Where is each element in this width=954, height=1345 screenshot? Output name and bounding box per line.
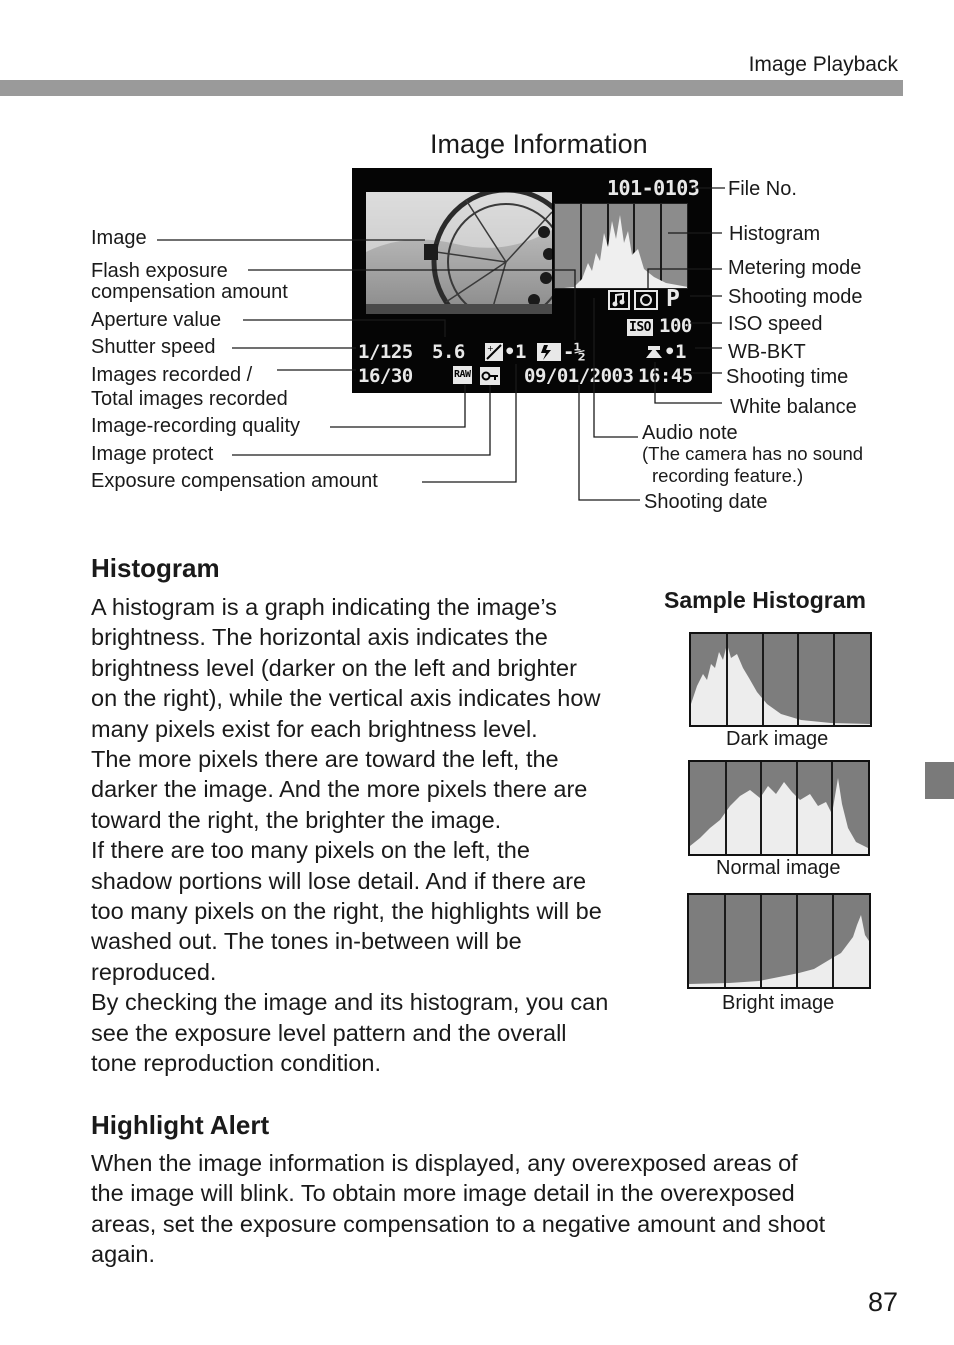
image-thumbnail (366, 192, 552, 314)
bright-histogram-graph (689, 895, 869, 987)
label-white-balance: White balance (730, 396, 857, 418)
protect-icon (479, 366, 501, 386)
label-images-line1: Images recorded / (91, 364, 253, 386)
lcd-images-count: 16/30 (358, 365, 413, 387)
histogram-line: washed out. The tones in-between will be (91, 928, 522, 955)
metering-mode-icon (634, 290, 658, 310)
lcd-shooting-mode: P (666, 286, 680, 312)
bright-image-histogram (687, 893, 871, 989)
label-quality: Image-recording quality (91, 415, 300, 437)
histogram-heading: Histogram (91, 553, 220, 583)
histogram-line: A histogram is a graph indicating the image’s (91, 594, 557, 620)
highlight-line: the image will blink. To obtain more image detail in the overexposed (91, 1180, 795, 1207)
histogram-line: too many pixels on the right, the highlights will be (91, 898, 602, 925)
label-exposure-comp: Exposure compensation amount (91, 470, 378, 492)
histogram-line: brightness level (darker on the left and brighter (91, 654, 577, 681)
histogram-line: shadow portions will lose detail. And if there are (91, 867, 587, 894)
lcd-file-no: 101-0103 (607, 176, 700, 200)
lcd-histogram (554, 203, 688, 289)
label-aperture: Aperture value (91, 309, 222, 331)
histogram-body (91, 592, 608, 1079)
histogram-line: darker the image. And the more pixels there are (91, 776, 588, 803)
label-audio-note-sub2: recording feature.) (652, 465, 804, 486)
normal-histogram-graph (690, 762, 868, 854)
label-images-line2: Total images recorded (91, 388, 288, 410)
label-histogram: Histogram (729, 223, 821, 245)
histogram-line: on the right), while the vertical axis indicates how (91, 685, 601, 712)
highlight-line: areas, set the exposure compensation to a negative amount and shoot (91, 1210, 826, 1237)
dark-histogram-graph (691, 634, 870, 725)
lcd-flash-comp: -½ (563, 341, 585, 363)
histogram-line: many pixels exist for each brightness level. (91, 715, 538, 742)
lcd-shooting-time: 16:45 (638, 365, 693, 387)
svg-text:+: + (487, 344, 494, 353)
highlight-alert-heading: Highlight Alert (91, 1110, 270, 1140)
histogram-line: reproduced. (91, 958, 217, 985)
lcd-exposure-comp: •1 (504, 341, 526, 363)
sample-histogram-title: Sample Histogram (664, 587, 866, 613)
histogram-line: By checking the image and its histogram, you can (91, 989, 609, 1016)
histogram-line: toward the right, the brighter the image. (91, 806, 502, 833)
label-shooting-time: Shooting time (726, 366, 849, 388)
figure-title: Image Information (430, 129, 648, 159)
label-wb-bkt: WB-BKT (728, 341, 806, 363)
highlight-line: again. (91, 1241, 156, 1268)
histogram-line: see the exposure level pattern and the overall (91, 1019, 567, 1046)
label-shooting-mode: Shooting mode (728, 286, 863, 308)
audio-note-icon (608, 290, 630, 310)
dark-image-caption: Dark image (726, 728, 829, 750)
exposure-comp-icon (484, 342, 504, 362)
highlight-line: When the image information is displayed, any overexposed areas of (91, 1150, 798, 1176)
histogram-line: The more pixels there are toward the left, the (91, 746, 559, 773)
page-number: 87 (867, 1287, 898, 1317)
flash-comp-icon (536, 342, 562, 362)
normal-image-histogram (688, 760, 870, 856)
iso-icon: ISO (629, 320, 651, 335)
label-protect: Image protect (91, 443, 214, 465)
quality-icon: RAW (453, 366, 472, 384)
histogram-line: tone reproduction condition. (91, 1050, 382, 1077)
section-title: Image Playback (748, 53, 898, 76)
histogram-line: brightness. The horizontal axis indicates the (91, 624, 548, 651)
bright-image-caption: Bright image (722, 992, 835, 1014)
chapter-tab (925, 762, 954, 799)
lcd-wb-bkt: •1 (664, 341, 686, 363)
lcd-iso-value: 100 (659, 315, 692, 337)
histogram-line: If there are too many pixels on the left, the (91, 837, 530, 864)
camera-lcd-display (352, 168, 712, 393)
label-file-no: File No. (728, 178, 797, 200)
label-metering: Metering mode (728, 257, 862, 279)
label-flash-comp-line2: compensation amount (91, 281, 288, 303)
header-bar (0, 80, 903, 96)
label-audio-note-sub1: (The camera has no sound (642, 443, 864, 464)
label-audio-note: Audio note (642, 422, 738, 444)
lcd-shooting-date: 09/01/2003 (524, 365, 634, 387)
wb-bkt-icon (644, 344, 664, 360)
highlight-alert-body (91, 1148, 825, 1270)
label-iso: ISO speed (728, 313, 823, 335)
lcd-aperture: 5.6 (432, 341, 465, 363)
lcd-shutter-speed: 1/125 (358, 341, 413, 363)
label-shutter: Shutter speed (91, 336, 216, 358)
dark-image-histogram (689, 632, 872, 727)
label-image: Image (91, 227, 147, 249)
label-flash-comp-line1: Flash exposure (91, 260, 228, 282)
label-shooting-date: Shooting date (644, 491, 768, 513)
normal-image-caption: Normal image (716, 857, 841, 879)
